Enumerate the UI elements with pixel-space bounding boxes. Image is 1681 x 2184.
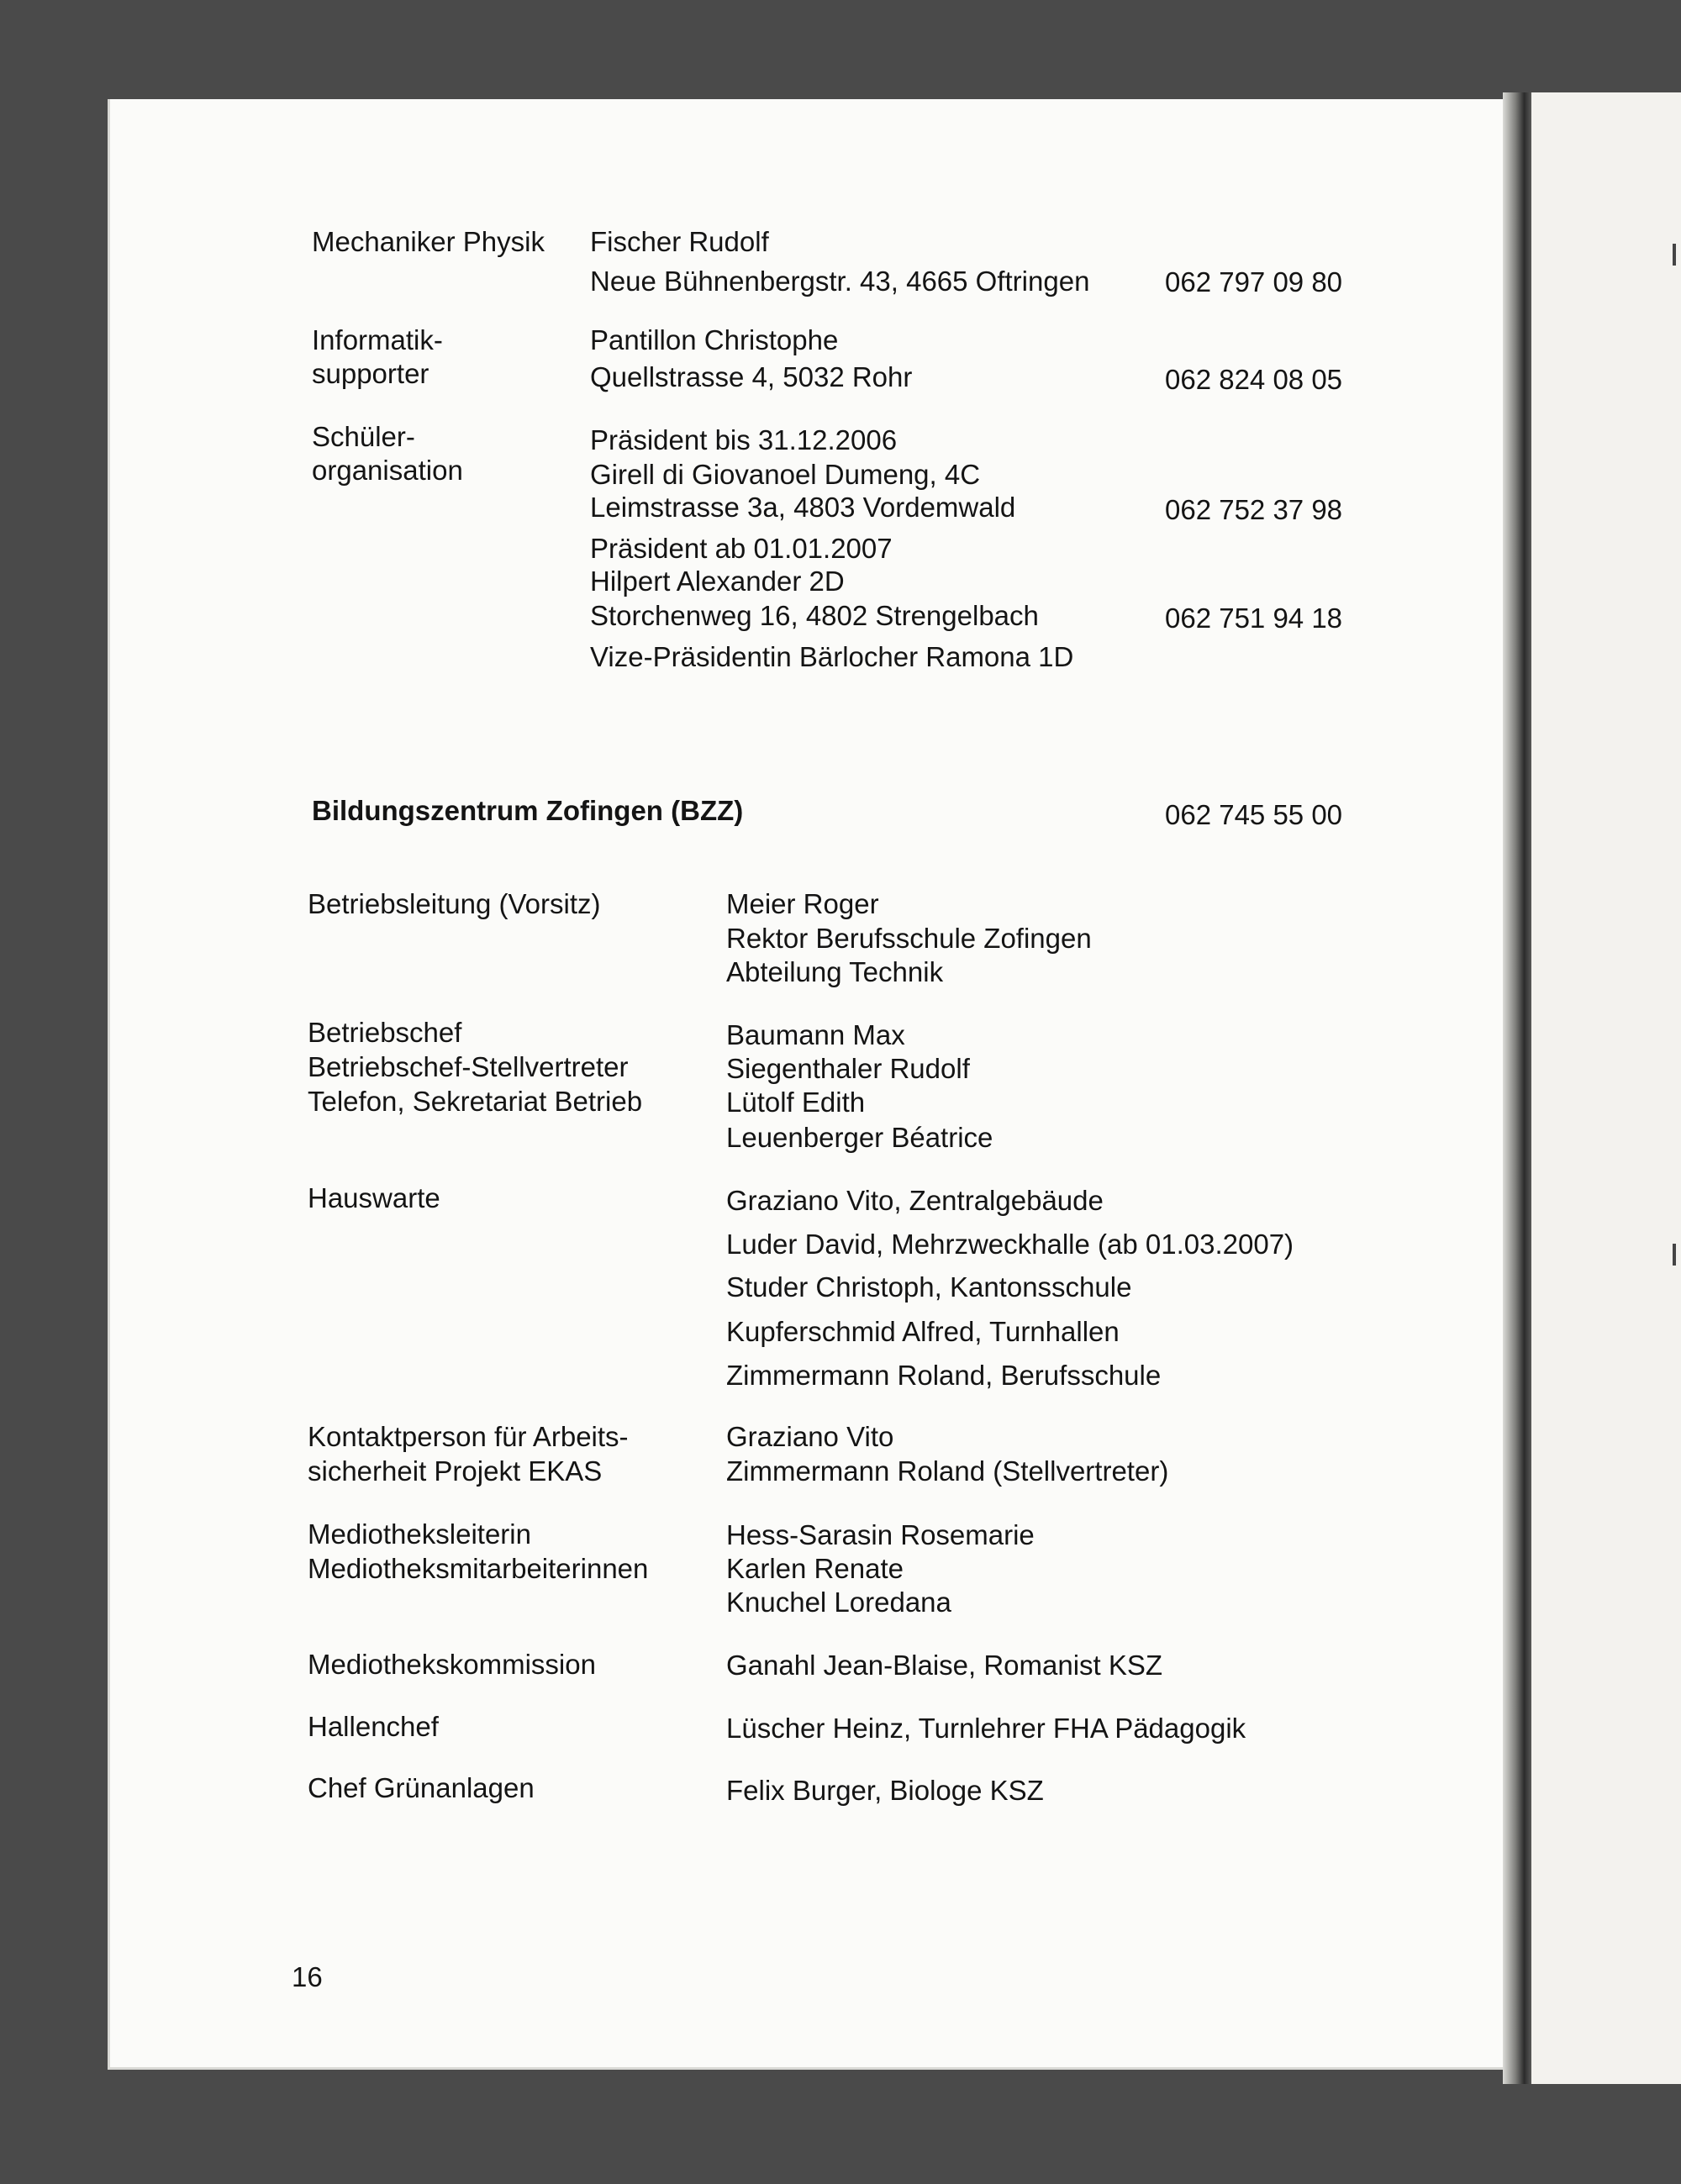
- phone-number: 062 751 94 18: [1165, 603, 1343, 634]
- role-label: Mediothekskommission: [308, 1649, 596, 1680]
- entry-line: Fischer Rudolf: [590, 226, 769, 257]
- role-label: Betriebsleitung (Vorsitz): [308, 888, 601, 919]
- entry-line: Präsident ab 01.01.2007: [590, 533, 893, 564]
- section-phone: 062 745 55 00: [1165, 799, 1343, 830]
- role-label: Kontaktperson für Arbeits-: [308, 1421, 629, 1452]
- person-line: Kupferschmid Alfred, Turnhallen: [726, 1316, 1120, 1347]
- entry-line: Storchenweg 16, 4802 Strengelbach: [590, 600, 1039, 631]
- person-line: Graziano Vito: [726, 1421, 894, 1452]
- entry-line: Hilpert Alexander 2D: [590, 566, 845, 597]
- role-label: sicherheit Projekt EKAS: [308, 1455, 603, 1487]
- section-title: Bildungszentrum Zofingen (BZZ): [312, 795, 744, 826]
- person-line: Baumann Max: [726, 1019, 905, 1050]
- entry-label: Schüler-: [312, 421, 415, 452]
- person-line: Abteilung Technik: [726, 956, 944, 987]
- facing-page-mark: [1673, 1244, 1676, 1266]
- phone-number: 062 752 37 98: [1165, 494, 1343, 525]
- person-line: Karlen Renate: [726, 1553, 904, 1584]
- phone-number: 062 797 09 80: [1165, 266, 1343, 297]
- person-line: Siegenthaler Rudolf: [726, 1053, 970, 1084]
- entry-line: Vize-Präsidentin Bärlocher Ramona 1D: [590, 641, 1074, 672]
- page-number: 16: [292, 1961, 323, 1992]
- person-line: Ganahl Jean-Blaise, Romanist KSZ: [726, 1650, 1163, 1681]
- entry-line: Girell di Giovanoel Dumeng, 4C: [590, 459, 981, 490]
- facing-page-edge: [1531, 92, 1681, 2084]
- person-line: Lütolf Edith: [726, 1087, 866, 1118]
- phone-number: 062 824 08 05: [1165, 364, 1343, 395]
- person-line: Graziano Vito, Zentralgebäude: [726, 1185, 1104, 1216]
- person-line: Rektor Berufsschule Zofingen: [726, 923, 1092, 954]
- entry-line: Leimstrasse 3a, 4803 Vordemwald: [590, 492, 1016, 523]
- entry-label: Mechaniker Physik: [312, 226, 545, 257]
- role-label: Hauswarte: [308, 1182, 440, 1213]
- role-label: Telefon, Sekretariat Betrieb: [308, 1086, 643, 1117]
- entry-line: Präsident bis 31.12.2006: [590, 424, 898, 455]
- entry-line: Quellstrasse 4, 5032 Rohr: [590, 361, 913, 392]
- role-label: Mediotheksmitarbeiterinnen: [308, 1553, 649, 1584]
- role-label: Mediotheksleiterin: [308, 1518, 531, 1550]
- person-line: Knuchel Loredana: [726, 1587, 951, 1618]
- role-label: Chef Grünanlagen: [308, 1772, 535, 1803]
- person-line: Meier Roger: [726, 888, 879, 919]
- person-line: Studer Christoph, Kantonsschule: [726, 1271, 1132, 1303]
- role-label: Hallenchef: [308, 1711, 439, 1742]
- person-line: Lüscher Heinz, Turnlehrer FHA Pädagogik: [726, 1713, 1246, 1744]
- role-label: Betriebschef: [308, 1017, 462, 1048]
- person-line: Felix Burger, Biologe KSZ: [726, 1775, 1044, 1806]
- person-line: Zimmermann Roland, Berufsschule: [726, 1360, 1162, 1391]
- entry-line: Neue Bühnenbergstr. 43, 4665 Oftringen: [590, 266, 1090, 297]
- entry-label: supporter: [312, 358, 429, 389]
- entry-label: organisation: [312, 455, 463, 486]
- person-line: Zimmermann Roland (Stellvertreter): [726, 1455, 1169, 1487]
- entry-label: Informatik-: [312, 324, 443, 355]
- facing-page-mark: [1673, 244, 1676, 266]
- person-line: Luder David, Mehrzweckhalle (ab 01.03.2007): [726, 1229, 1294, 1260]
- person-line: Hess-Sarasin Rosemarie: [726, 1519, 1035, 1550]
- role-label: Betriebschef-Stellvertreter: [308, 1051, 629, 1082]
- book-spine: [1503, 92, 1531, 2084]
- entry-line: Pantillon Christophe: [590, 324, 839, 355]
- person-line: Leuenberger Béatrice: [726, 1122, 993, 1153]
